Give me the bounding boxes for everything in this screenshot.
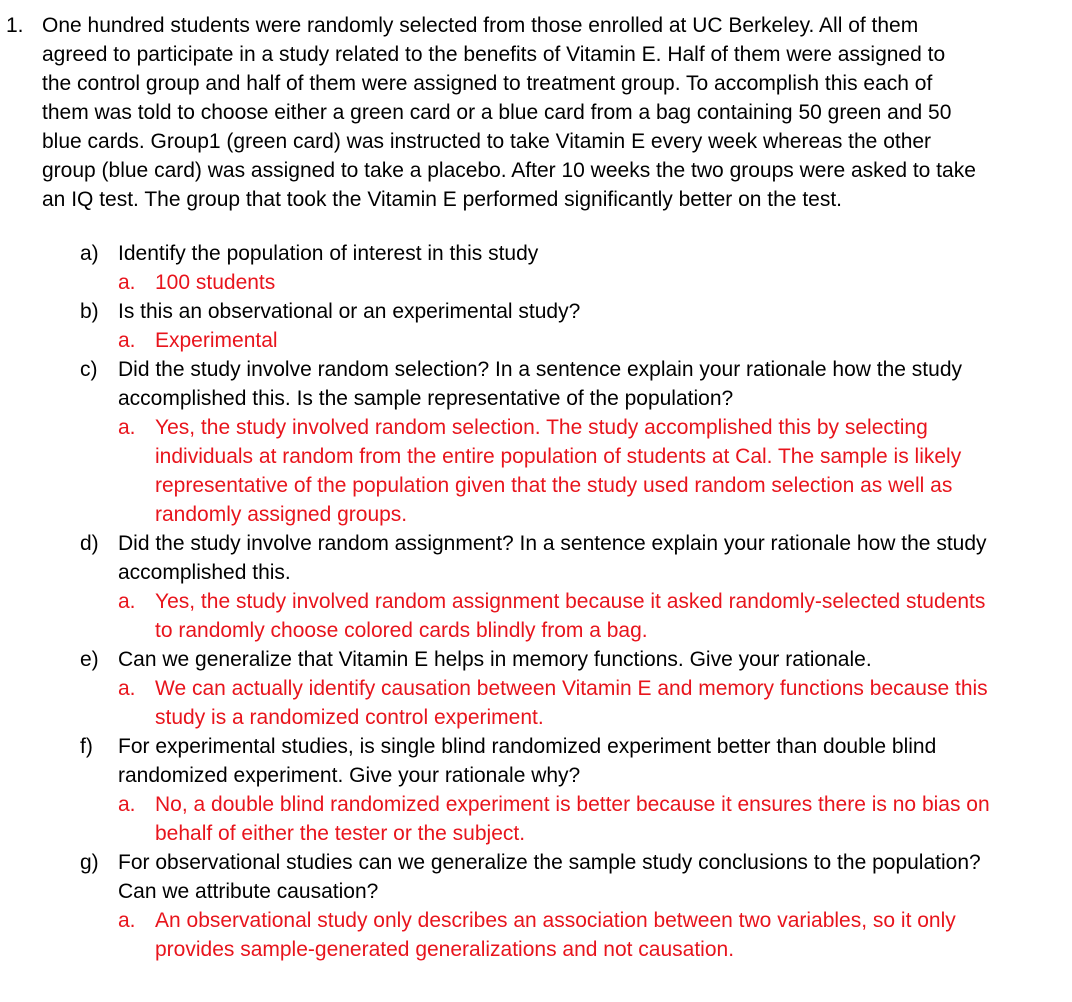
question-1 [0,11,1072,214]
subquestion-text: For observational studies can we generalize the sample study conclusions to the population? Can we attribute causation? [118,851,981,903]
answer-text: We can actually identify causation between Vitamin E and memory functions because this study is a randomized control experiment. [155,677,988,729]
answer-label: a. [118,793,136,816]
answer-text: Experimental [155,329,278,352]
answer-text: 100 students [155,271,276,294]
subquestion-label: c) [80,358,98,381]
question-text: One hundred students were randomly selected from those enrolled at UC Berkeley. All of them agreed to participate in a study related to the benefits of Vitamin E. Half of them were assigned to the control group and half of them were assigned to treatment group. To accomplish this each of them was told to choose either a green card or a blue card from a bag containing 50 green and 50 blue cards. Group1 (green card) was instructed to take Vitamin E every week whereas the other group (blue card) was assigned to take a placebo. After 10 weeks the two groups were asked to take an IQ test. The group that took the Vitamin E performed significantly better on the test. [42,14,976,211]
subquestion-text: For experimental studies, is single blind randomized experiment better than double blind randomized experiment. Give your rationale why? [118,735,937,787]
answer-text: Yes, the study involved random selection. The study accomplished this by selecting individuals at random from the entire population of students at Cal. The sample is likely representative of the population given that the study used random selection as well as randomly assigned groups. [155,416,962,526]
subquestion-label: a) [80,242,99,265]
answer-label: a. [118,590,136,613]
subquestion-text: Is this an observational or an experimental study? [118,300,581,323]
subquestion-list [0,239,1072,964]
subquestion-text: Identify the population of interest in this study [118,242,539,265]
subquestion-f [0,732,1072,790]
answer-f [0,790,1072,848]
answer-label: a. [118,416,136,439]
subquestion-a [0,239,1072,268]
answer-e [0,674,1072,732]
answer-b [0,326,1072,355]
answer-label: a. [118,329,136,352]
question-number: 1. [6,14,24,37]
subquestion-label: g) [80,851,99,874]
subquestion-b [0,297,1072,326]
answer-c [0,413,1072,529]
answer-text: No, a double blind randomized experiment is better because it ensures there is no bias on behalf of either the tester or the subject. [155,793,990,845]
subquestion-e [0,645,1072,674]
subquestion-d [0,529,1072,587]
answer-a [0,268,1072,297]
subquestion-text: Did the study involve random assignment? In a sentence explain your rationale how the study accomplished this. [118,532,987,584]
subquestion-g [0,848,1072,906]
subquestion-c [0,355,1072,413]
subquestion-label: e) [80,648,99,671]
document [0,11,1072,964]
subquestion-label: b) [80,300,99,323]
subquestion-text: Did the study involve random selection? In a sentence explain your rationale how the study accomplished this. Is the sample representative of the population? [118,358,962,410]
subquestion-label: d) [80,532,99,555]
answer-g [0,906,1072,964]
subquestion-label: f) [80,735,93,758]
answer-label: a. [118,909,136,932]
answer-text: An observational study only describes an association between two variables, so it only provides sample-generated generalizations and not causation. [155,909,956,961]
answer-label: a. [118,271,136,294]
answer-label: a. [118,677,136,700]
answer-text: Yes, the study involved random assignment because it asked randomly-selected students to randomly choose colored cards blindly from a bag. [155,590,986,642]
answer-d [0,587,1072,645]
subquestion-text: Can we generalize that Vitamin E helps in memory functions. Give your rationale. [118,648,872,671]
